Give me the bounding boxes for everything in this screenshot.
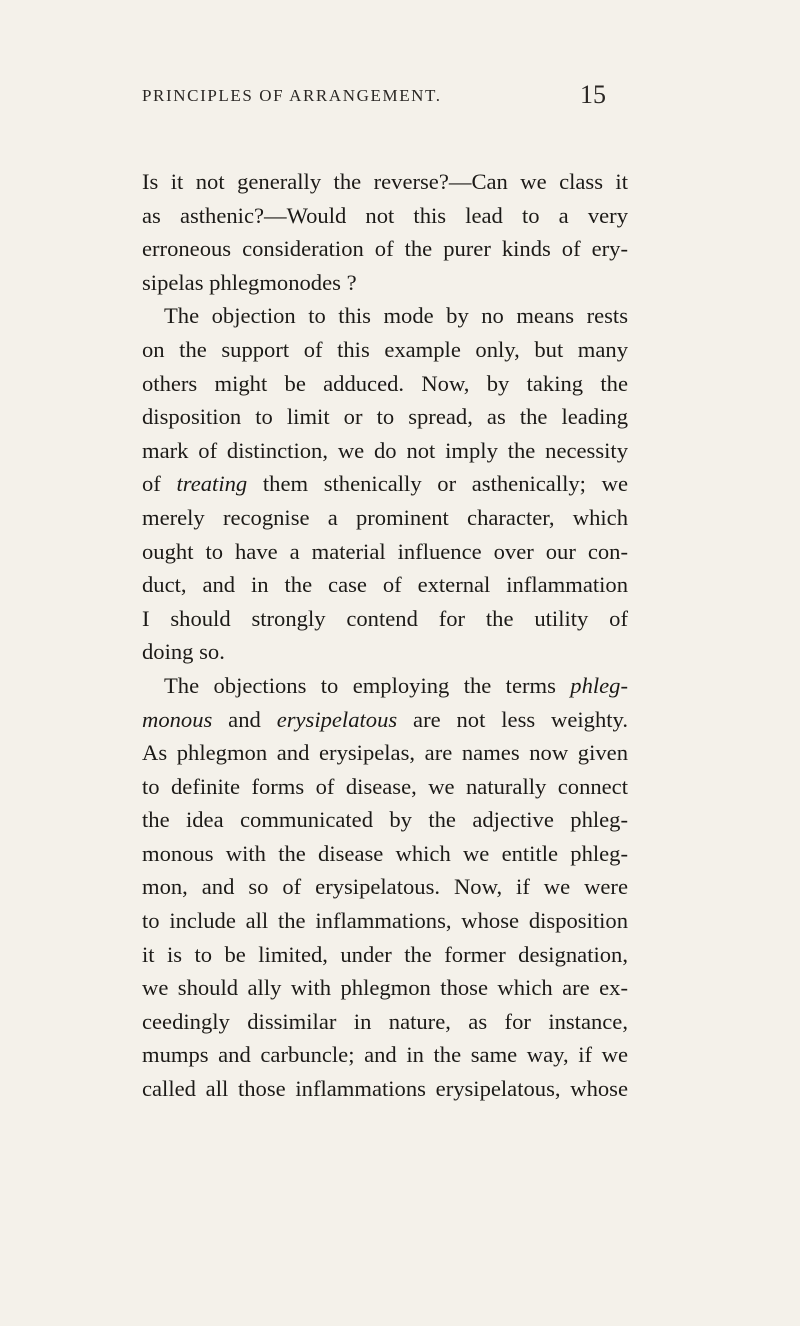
text-line: to include all the inflammations, whose disposition — [142, 908, 628, 934]
text-line: disposition to limit or to spread, as the leading — [142, 404, 628, 430]
text-line: ceedingly dissimilar in nature, as for instance, — [142, 1008, 628, 1034]
text-line: monous with the disease which we entitle phleg- — [142, 840, 628, 866]
text-line: doing so. — [142, 639, 225, 665]
text-line: it is to be limited, under the former designation, — [142, 941, 628, 967]
text-line: called all those inflammations erysipelatous, whose — [142, 1076, 628, 1102]
text-line: The objection to this mode by no means rests — [164, 303, 628, 329]
text-line: mark of distinction, we do not imply the necessity — [142, 437, 628, 463]
text-line: on the support of this example only, but many — [142, 336, 628, 362]
text-line: mon, and so of erysipelatous. Now, if we were — [142, 874, 628, 900]
text-line-italic-phlegmonous: The objections to employing the terms phleg- — [164, 672, 628, 698]
text-line: as asthenic?—Would not this lead to a very — [142, 202, 628, 228]
text-line: As phlegmon and erysipelas, are names now given — [142, 740, 628, 766]
text-line: merely recognise a prominent character, which — [142, 504, 628, 530]
text-line: mumps and carbuncle; and in the same way, if we — [142, 1042, 628, 1068]
running-head: PRINCIPLES OF ARRANGEMENT. — [142, 86, 442, 105]
text-line: I should strongly contend for the utility of — [142, 605, 628, 631]
text-line: erroneous consideration of the purer kinds of ery- — [142, 236, 628, 262]
page-number: 15 — [580, 80, 606, 109]
text-line: ought to have a material influence over our con- — [142, 538, 628, 564]
text-line: duct, and in the case of external inflammation — [142, 572, 628, 598]
text-line: to definite forms of disease, we naturally connect — [142, 773, 628, 799]
text-line-italic-treating: of treating them sthenically or asthenically; we — [142, 471, 628, 497]
body-text — [142, 165, 628, 1106]
text-line: others might be adduced. Now, by taking the — [142, 370, 628, 396]
text-line-italic-erysipelatous: monous and erysipelatous are not less weighty. — [142, 706, 629, 732]
text-line: the idea communicated by the adjective phleg- — [142, 807, 628, 833]
text-line: sipelas phlegmonodes ? — [142, 269, 357, 295]
text-line: Is it not generally the reverse?—Can we class it — [142, 169, 628, 194]
text-line: we should ally with phlegmon those which are ex- — [142, 975, 628, 1001]
